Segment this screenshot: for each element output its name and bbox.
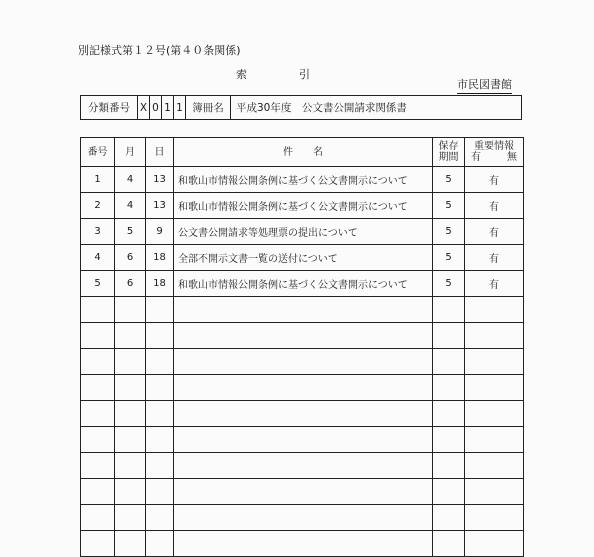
table-row (81, 271, 524, 297)
cell-day (146, 349, 174, 375)
table-row (81, 245, 524, 271)
cell-number (81, 479, 115, 505)
header-retention (433, 138, 465, 167)
table-row (81, 479, 524, 505)
header-important-line1: 重要情報 (474, 141, 514, 152)
cell-retention: 5 (433, 193, 465, 219)
cell-number (81, 505, 115, 531)
table-row (81, 323, 524, 349)
cell-important (465, 375, 524, 401)
cell-subject (174, 479, 433, 505)
cell-number (81, 453, 115, 479)
cell-day (146, 505, 174, 531)
cell-subject: 公文書公開請求等処理票の提出について (174, 219, 433, 245)
cell-number (81, 427, 115, 453)
cell-day: 13 (146, 193, 174, 219)
cell-subject (174, 401, 433, 427)
cell-day (146, 427, 174, 453)
cell-retention (433, 505, 465, 531)
cell-month (115, 297, 146, 323)
cell-subject: 全部不開示文書一覧の送付について (174, 245, 433, 271)
table-row (81, 349, 524, 375)
cell-important: 有 (465, 271, 524, 297)
cell-retention: 5 (433, 271, 465, 297)
header-row (81, 138, 524, 167)
classification-code-1: X (138, 96, 150, 120)
cell-retention (433, 297, 465, 323)
cell-important: 有 (465, 193, 524, 219)
cell-number (81, 323, 115, 349)
cell-month (115, 453, 146, 479)
cell-important (465, 479, 524, 505)
classification-label: 分類番号 (81, 96, 138, 120)
cell-day: 18 (146, 245, 174, 271)
header-important (465, 138, 524, 167)
cell-day (146, 297, 174, 323)
table-row (81, 375, 524, 401)
cell-number (81, 401, 115, 427)
cell-important (465, 505, 524, 531)
cell-retention (433, 479, 465, 505)
classification-code-2: 0 (150, 96, 162, 120)
index-table (80, 137, 524, 557)
classification-table (80, 95, 522, 120)
cell-retention (433, 401, 465, 427)
header-number: 番号 (81, 138, 115, 167)
cell-day (146, 479, 174, 505)
cell-month (115, 349, 146, 375)
header-subject: 件 名 (174, 138, 433, 167)
cell-retention (433, 375, 465, 401)
cell-retention: 5 (433, 245, 465, 271)
cell-month: 4 (115, 193, 146, 219)
table-row (81, 167, 524, 193)
cell-retention: 5 (433, 219, 465, 245)
cell-retention: 5 (433, 167, 465, 193)
cell-month: 4 (115, 167, 146, 193)
cell-month (115, 323, 146, 349)
cell-retention (433, 453, 465, 479)
cell-number (81, 297, 115, 323)
cell-retention (433, 349, 465, 375)
cell-important (465, 453, 524, 479)
cell-day (146, 531, 174, 557)
cell-number (81, 375, 115, 401)
table-row (81, 297, 524, 323)
table-row (81, 219, 524, 245)
table-row (81, 505, 524, 531)
cell-important (465, 401, 524, 427)
cell-day (146, 401, 174, 427)
table-row (81, 453, 524, 479)
cell-month (115, 479, 146, 505)
cell-month (115, 531, 146, 557)
cell-subject (174, 531, 433, 557)
book-name-label: 簿冊名 (186, 96, 231, 120)
header-month: 月 (115, 138, 146, 167)
cell-number: 2 (81, 193, 115, 219)
cell-day: 18 (146, 271, 174, 297)
cell-month: 6 (115, 271, 146, 297)
header-important-line2 (465, 152, 523, 163)
cell-important (465, 349, 524, 375)
book-name: 平成30年度 公文書公開請求関係書 (231, 96, 522, 120)
cell-number (81, 531, 115, 557)
cell-subject (174, 453, 433, 479)
cell-month (115, 401, 146, 427)
cell-number: 1 (81, 167, 115, 193)
cell-important (465, 323, 524, 349)
table-row (81, 531, 524, 557)
header-important-no: 無 (507, 152, 517, 163)
cell-subject (174, 427, 433, 453)
cell-number (81, 349, 115, 375)
cell-subject (174, 297, 433, 323)
cell-important (465, 531, 524, 557)
cell-important (465, 297, 524, 323)
cell-important (465, 427, 524, 453)
cell-subject (174, 323, 433, 349)
cell-number: 4 (81, 245, 115, 271)
cell-number: 5 (81, 271, 115, 297)
table-body (81, 167, 524, 557)
document-title (236, 66, 310, 82)
header-day: 日 (146, 138, 174, 167)
cell-important: 有 (465, 245, 524, 271)
table-row (81, 427, 524, 453)
table-row (81, 401, 524, 427)
classification-code-3: 1 (162, 96, 174, 120)
header-retention-line1: 保存 (438, 141, 459, 152)
cell-day (146, 453, 174, 479)
cell-retention (433, 427, 465, 453)
cell-subject (174, 349, 433, 375)
cell-day: 13 (146, 167, 174, 193)
cell-number: 3 (81, 219, 115, 245)
cell-important: 有 (465, 219, 524, 245)
cell-retention (433, 323, 465, 349)
table-row (81, 193, 524, 219)
cell-subject: 和歌山市情報公開条例に基づく公文書開示について (174, 271, 433, 297)
cell-day (146, 323, 174, 349)
form-reference: 別記様式第１２号(第４０条関係) (78, 44, 241, 57)
title-char-1: 索 (236, 68, 247, 81)
cell-month (115, 505, 146, 531)
cell-subject (174, 505, 433, 531)
cell-retention (433, 531, 465, 557)
classification-code-4: 1 (174, 96, 186, 120)
cell-subject (174, 375, 433, 401)
title-char-2: 引 (299, 68, 310, 81)
cell-subject: 和歌山市情報公開条例に基づく公文書開示について (174, 167, 433, 193)
cell-subject: 和歌山市情報公開条例に基づく公文書開示について (174, 193, 433, 219)
header-retention-line2: 期間 (438, 152, 459, 163)
organization-name: 市民図書館 (457, 76, 512, 94)
cell-month (115, 427, 146, 453)
cell-important: 有 (465, 167, 524, 193)
cell-month: 5 (115, 219, 146, 245)
cell-day: 9 (146, 219, 174, 245)
cell-day (146, 375, 174, 401)
cell-month: 6 (115, 245, 146, 271)
header-important-yes: 有 (471, 152, 481, 163)
cell-month (115, 375, 146, 401)
